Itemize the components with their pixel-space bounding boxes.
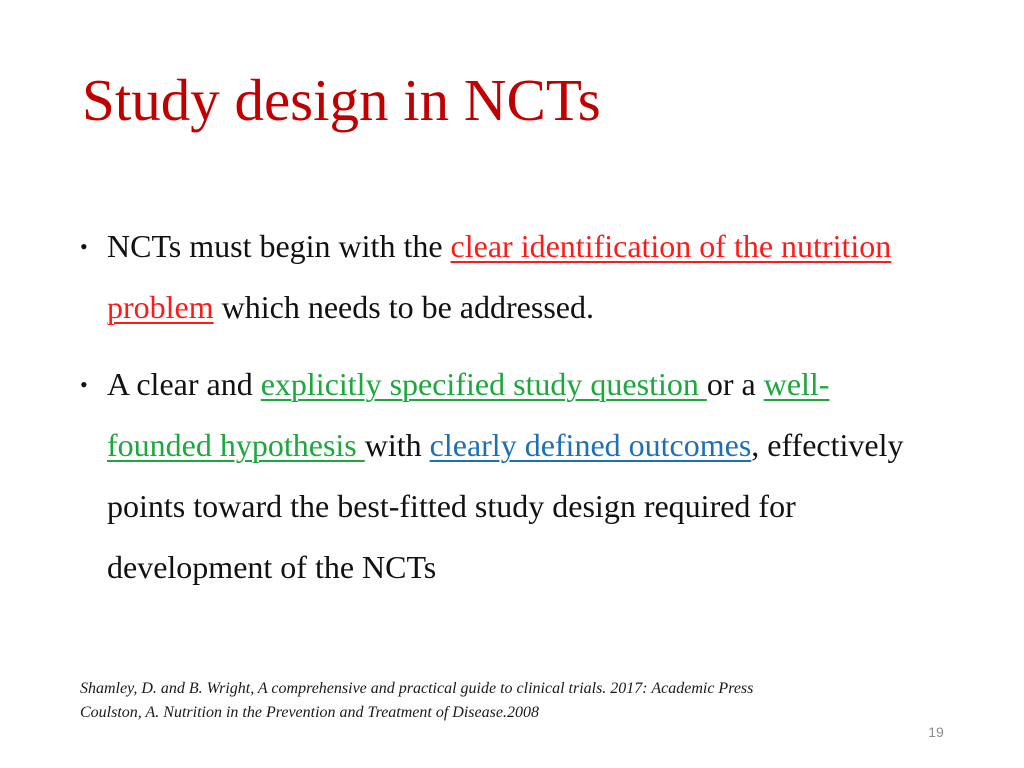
outcomes-highlight: clearly defined outcomes — [429, 427, 752, 463]
bullet-dot-icon: • — [80, 234, 88, 259]
nutrition-problem-highlight: clear identification of the nutrition problem — [107, 228, 892, 325]
bullet-2-text-3: with — [364, 427, 430, 463]
reference-1: Shamley, D. and B. Wright, A comprehensive and practical guide to clinical trials. 2017: Academic Press — [80, 680, 754, 697]
bullet-1-text-1: NCTs must begin with the — [107, 228, 451, 264]
bullet-dot-icon: • — [80, 372, 88, 397]
study-question-highlight: explicitly specified study question — [260, 366, 707, 402]
references — [80, 677, 960, 725]
bullet-item-1 — [80, 216, 920, 338]
bullet-item-2 — [80, 354, 920, 598]
hypothesis-highlight: well-founded hypothesis — [107, 366, 830, 463]
bullet-2-text-1: A clear and — [107, 366, 261, 402]
bullet-2-text-4: , effectively points toward the best-fitted study design required for development of the NCTs — [107, 427, 904, 585]
page-number: 19 — [928, 724, 944, 740]
bullet-2-text-2: or a — [706, 366, 764, 402]
bullet-1-text-2: which needs to be addressed. — [213, 289, 594, 325]
reference-2: Coulston, A. Nutrition in the Prevention and Treatment of Disease.2008 — [80, 704, 539, 721]
slide-title: Study design in NCTs — [82, 67, 601, 133]
bullet-list — [80, 216, 920, 614]
